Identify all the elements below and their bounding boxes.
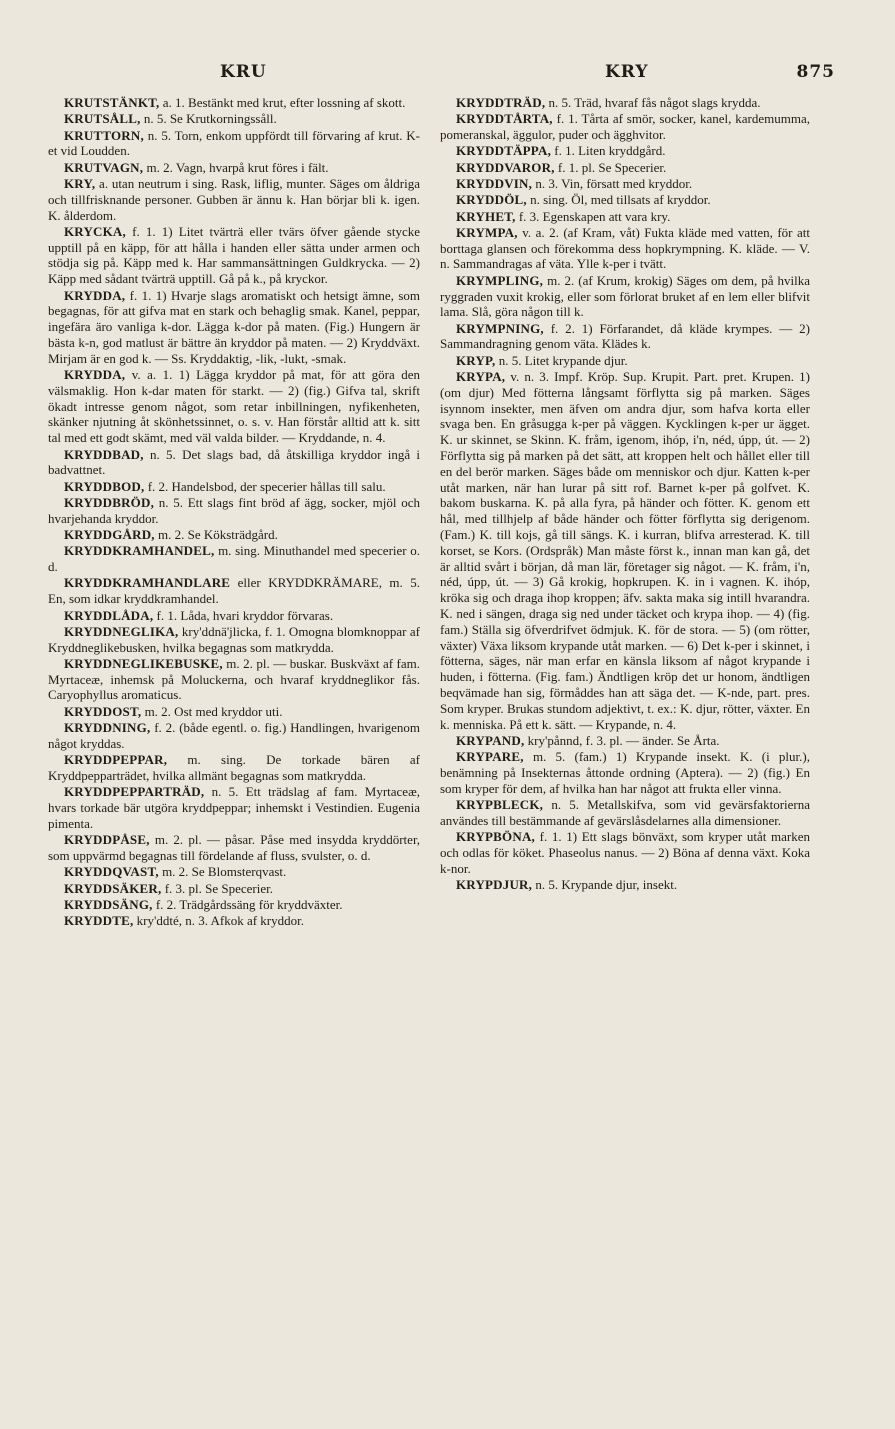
entry-definition: m. 2. Se Köksträdgård. xyxy=(154,527,278,543)
entry-definition: v. a. 2. (af Kram, våt) Fukta kläde med vatten, för att borttaga glansen och förekomma dess hopkrympning. K. kläde. — V. n. Sammandragas af väta. Ylle k-per i tvätt. xyxy=(440,224,810,272)
dictionary-entry xyxy=(48,784,420,831)
entry-definition: n. 5. Se Krutkorningssåll. xyxy=(140,111,277,127)
dictionary-entry xyxy=(48,176,420,223)
entry-headword: KRUTSTÄNKT, xyxy=(64,95,160,110)
entry-definition: v. a. 1. 1) Lägga kryddor på mat, för att göra den välsmaklig. Hon k-dar maten för starkt. — 2) (fig.) Gifva tal, skrift ökadt intresse genom något, som retar inbillningen, nyfikenheten, skänker njutning åt skönhetssinnet, o. s. v. Han förstår alltid att k. sitt tal med ett godt skämt, med väl valda bilder. — Kryddande, n. 4. xyxy=(48,367,420,446)
dictionary-entry xyxy=(440,95,810,111)
dictionary-entry xyxy=(440,797,810,829)
entry-headword: KRYDDSÄKER, xyxy=(64,880,162,896)
entry-definition: f. 1. Liten kryddgård. xyxy=(551,143,666,159)
entry-definition: n. sing. Öl, med tillsats af kryddor. xyxy=(526,192,711,208)
entry-definition: f. 3. Egenskapen att vara kry. xyxy=(515,208,671,224)
dictionary-entry xyxy=(440,111,810,143)
entry-definition: m. 2. pl. — buskar. Buskväxt af fam. Myrtaceæ, inhemsk på Moluckerna, och hvaraf kryddneglikor fås. Caryophyllus aromaticus. xyxy=(48,655,420,703)
entry-headword: KRYDDTÄPPA, xyxy=(456,143,552,159)
entry-headword: KRYPBLECK, xyxy=(456,797,544,813)
entry-headword: KRYDDQVAST, xyxy=(64,864,159,880)
entry-definition: m. 2. Se Blomsterqvast. xyxy=(158,864,287,880)
entry-headword: KRYMPLING, xyxy=(456,272,544,288)
entry-headword: KRYDDSÄNG, xyxy=(64,896,153,912)
entry-definition: f. 1. Låda, hvari kryddor förvaras. xyxy=(153,607,334,623)
dictionary-entry xyxy=(440,749,810,796)
entry-definition: m. 5. (fam.) 1) Krypande insekt. K. (i plur.), benämning på Insekternas åttonde ordning (Aptera). — 2) (fig.) En som kryper för dem, af hvilka han har något att frukta eller vinna. xyxy=(440,749,810,796)
entry-definition: n. 5. Torn, enkom uppfördt till förvaring af krut. K-et vid Loudden. xyxy=(48,127,420,159)
entry-headword: KRYDDBRÖD, xyxy=(64,494,155,510)
entry-definition: a. utan neutrum i sing. Rask, liflig, munter. Säges om åldriga och tillfrisknande personer. Gubben är ännu k. Han börjar bli k. igen. K. ålderdom. xyxy=(48,175,420,223)
dictionary-entry xyxy=(48,128,420,160)
entry-definition: n. 5. Det slags bad, då åtskilliga kryddor ingå i badvattnet. xyxy=(48,446,420,478)
entry-definition: n. 3. Vin, försatt med kryddor. xyxy=(532,175,693,191)
dictionary-entry xyxy=(440,192,810,208)
entry-headword: KRYDDPEPPARTRÄD, xyxy=(64,784,205,800)
dictionary-entry xyxy=(48,864,420,880)
dictionary-entry xyxy=(48,881,420,897)
entry-headword: KRYDDA, xyxy=(64,287,126,303)
dictionary-entry xyxy=(48,95,420,111)
entry-definition: eller KRYDDKRÄMARE, m. 5. En, som idkar kryddkramhandel. xyxy=(48,575,420,607)
entry-definition: n. 5. Träd, hvaraf fås något slags krydda. xyxy=(545,95,761,110)
dictionary-entry xyxy=(440,733,810,749)
entry-definition: f. 1. 1) Ett slags bönväxt, som kryper utåt marken och odlas för köket. Phaseolus nanus. — 2) Böna af denna växt. Koka k-nor. xyxy=(440,829,810,876)
dictionary-entry xyxy=(48,543,420,575)
page-header xyxy=(50,62,835,88)
dictionary-entry xyxy=(48,367,420,446)
dictionary-entry xyxy=(48,527,420,543)
entry-definition: f. 1. pl. Se Specerier. xyxy=(554,159,667,175)
entry-headword: KRYMPNING, xyxy=(456,320,544,336)
entry-definition: m. 2. pl. — påsar. Påse med insydda kryddörter, som uppvärmd begagnas till fördelande af fluss, svulster, o. d. xyxy=(48,832,420,863)
entry-headword: KRYPDJUR, xyxy=(456,877,533,893)
dictionary-entry xyxy=(48,624,420,656)
dictionary-entry xyxy=(440,143,810,159)
entry-headword: KRYHET, xyxy=(456,208,516,224)
entry-headword: KRYDDBOD, xyxy=(64,478,145,494)
dictionary-entry xyxy=(48,447,420,479)
entry-headword: KRYDDBAD, xyxy=(64,446,144,462)
entry-headword: KRYDDPEPPAR, xyxy=(64,752,168,768)
dictionary-entry xyxy=(48,495,420,527)
page-number: 875 xyxy=(796,62,835,82)
entry-definition: n. 5. Ett trädslag af fam. Myrtaceæ, hvars torkade bär utgöra kryddpeppar; inhemskt i Vestindien. Eugenia pimenta. xyxy=(48,784,420,831)
dictionary-entry xyxy=(48,224,420,287)
entry-definition: f. 1. 1) Hvarje slags aromatiskt och hetsigt ämne, som begagnas, för att gifva mat en stark och behaglig smak. Kanel, peppar, ingefära äro vanliga k-dor. Lägga k-dor på maten. (Fig.) Hungern är bästa k-n, god matlust är bättre än kryddor på maten. — 2) Kryddväxt. Mirjam är en god k. — Ss. Kryddaktig, -lik, -lukt, -smak. xyxy=(48,287,420,366)
entry-headword: KRYP, xyxy=(456,352,496,368)
entry-headword: KRYDDTRÄD, xyxy=(456,95,546,110)
left-column xyxy=(48,95,420,929)
entry-definition: f. 1. Tårta af smör, socker, kanel, kardemumma, pomeranskal, äggulor, puder och ägghvitor. xyxy=(440,111,810,143)
entry-headword: KRYPARE, xyxy=(456,749,524,765)
entry-headword: KRYDDVIN, xyxy=(456,175,533,191)
entry-headword: KRYDDGÅRD, xyxy=(64,527,155,543)
entry-headword: KRYMPA, xyxy=(456,224,518,240)
entry-headword: KRYDDÖL, xyxy=(456,192,527,208)
entry-headword: KRUTTORN, xyxy=(64,127,144,143)
entry-headword: KRYDDVAROR, xyxy=(456,159,555,175)
entry-headword: KRUTVAGN, xyxy=(64,159,144,175)
entry-headword: KRYDDLÅDA, xyxy=(64,607,154,623)
entry-headword: KRYDDA, xyxy=(64,367,126,383)
dictionary-entry xyxy=(440,829,810,876)
entry-definition: kry'ddté, n. 3. Afkok af kryddor. xyxy=(133,913,304,929)
entry-headword: KRYDDTE, xyxy=(64,913,134,929)
entry-definition: v. n. 3. Impf. Kröp. Sup. Krupit. Part. pret. Krupen. 1) (om djur) Med fötterna långsamt förflytta sig på marken. Säges isynnom insekter, men äfven om andra djur, som hafva korta eller svaga ben. En gråsugga k-per på väggen. Kycklingen k-per ur ägget. K. ur skinnet, se Skinn. K. fråm, igenom, ihóp, i'n, néd, úpp, út. — 2) Förflytta sig på marken på det sätt, att kroppen helt och hållet eller till en del berör marken. Säges både om menniskor och djur. Katten k-per utåt marken, när han lurar på sitt rof. Barnet k-per på golfvet. K. bakom buskarna. K. på alla fyra, på händer och fötter. K. genom ett hål, med tillhjelp af både händer och fötter förflytta sig derigenom. (Fam.) K. till kojs, gå till sängs. K. i kurran, blifva arresterad. K. till korset, se Kors. (Ordspråk) Man måste först k., innan man kan gå, det är alltid svårt i början, då man lär, företager sig något. — K. fråm, i'n, néd, úpp, út. — 3) Gå krokig, hopkrupen. K. in i vagnen. K. ihóp, kröka sig och draga ihop kroppen; äfv. sakta maka sig intill hvarandra. K. ned i sängen, draga sig ned under täcket och krypa ihop. — 4) (fig. fam.) Ställa sig öfverdrifvet ödmjuk. K. för de stora. — 5) (om rötter, växter) Växa liksom krypande utåt marken. — 6) Det k-per i skinnet, i fötterna, säges, när man erfar en känsla liksom af något krypande i huden, i fötterna. (Fig. fam.) Ändtligen kröp det ur honom, ändtligen beqvämade han sig, förmåddes han att säga det. — K-nde, part. pres. Som kryper. Brukas stundom adjektivt, t. ex.: K. djur, rötter, växter. En k. menniska. På ett k. sätt. — Krypande, n. 4. xyxy=(440,369,810,732)
entry-headword: KRYCKA, xyxy=(64,223,126,239)
entry-definition: m. 2. (af Krum, krokig) Säges om dem, på hvilka ryggraden vuxit krokig, eller som förlorat bruket af en lem eller blifvit lama. Slå, göra någon till k. xyxy=(440,272,810,320)
entry-definition: f. 1. 1) Litet tvärträ eller tvärs öfver gående stycke upptill på en käpp, för att hålla i handen eller sätta under armen och stödja sig på. Käpp med k. Har sammansättningen Guldkrycka. — 2) Käpp med sådant tvärträ upptill. Gå på k., på kryckor. xyxy=(48,223,420,287)
right-guideword: KRY xyxy=(605,62,649,82)
entry-definition: n. 5. Krypande djur, insekt. xyxy=(532,877,678,893)
entry-headword: KRYDDOST, xyxy=(64,703,142,719)
dictionary-entry xyxy=(440,321,810,353)
entry-headword: KRY, xyxy=(64,175,96,191)
entry-headword: KRYDDNEGLIKA, xyxy=(64,623,179,639)
entry-definition: kry'pånnd, f. 3. pl. — änder. Se Årta. xyxy=(524,732,720,748)
entry-definition: f. 2. (både egentl. o. fig.) Handlingen, hvarigenom något kryddas. xyxy=(48,720,420,751)
dictionary-entry xyxy=(48,832,420,864)
dictionary-entry xyxy=(48,720,420,752)
dictionary-entry xyxy=(48,752,420,784)
entry-headword: KRYDDNING, xyxy=(64,720,151,736)
left-guideword: KRU xyxy=(220,62,267,82)
entry-headword: KRYPA, xyxy=(456,369,506,385)
entry-headword: KRYDDKRAMHANDEL, xyxy=(64,543,215,559)
dictionary-entry xyxy=(48,288,420,367)
dictionary-entry xyxy=(48,608,420,624)
dictionary-entry xyxy=(440,209,810,225)
entry-definition: f. 2. 1) Förfarandet, då kläde krympes. — 2) Sammandragning genom väta. Klädes k. xyxy=(440,320,810,352)
dictionary-entry xyxy=(440,877,810,893)
entry-definition: m. 2. Ost med kryddor uti. xyxy=(141,703,283,719)
dictionary-entry xyxy=(48,897,420,913)
entry-headword: KRYDDPÅSE, xyxy=(64,832,150,848)
entry-headword: KRYPAND, xyxy=(456,732,525,748)
entry-definition: m. 2. Vagn, hvarpå krut föres i fält. xyxy=(143,159,329,175)
dictionary-entry xyxy=(48,704,420,720)
entry-definition: a. 1. Bestänkt med krut, efter lossning af skott. xyxy=(159,95,406,110)
entry-definition: n. 5. Litet krypande djur. xyxy=(495,352,628,368)
dictionary-entry xyxy=(440,225,810,272)
dictionary-entry xyxy=(48,913,420,929)
dictionary-entry xyxy=(48,479,420,495)
entry-definition: f. 2. Handelsbod, der specerier hållas till salu. xyxy=(144,478,386,494)
right-column xyxy=(440,95,810,893)
dictionary-entry xyxy=(440,369,810,732)
entry-definition: n. 5. Ett slags fint bröd af ägg, socker, mjöl och hvarjehanda kryddor. xyxy=(48,494,420,526)
dictionary-entry xyxy=(48,111,420,127)
dictionary-entry xyxy=(48,160,420,176)
entry-headword: KRUTSÅLL, xyxy=(64,111,141,127)
entry-definition: f. 2. Trädgårdssäng för kryddväxter. xyxy=(152,896,343,912)
entry-definition: f. 3. pl. Se Specerier. xyxy=(161,880,274,896)
dictionary-entry xyxy=(48,575,420,607)
dictionary-entry xyxy=(48,656,420,703)
entry-headword: KRYDDKRAMHANDLARE xyxy=(64,575,231,591)
dictionary-entry xyxy=(440,176,810,192)
entry-headword: KRYDDNEGLIKEBUSKE, xyxy=(64,655,223,671)
entry-definition: m. sing. De torkade bären af Kryddpepparträdet, hvilka allmänt begagnas som matkrydda. xyxy=(48,752,420,783)
entry-definition: m. sing. Minuthandel med specerier o. d. xyxy=(48,543,420,575)
entry-headword: KRYPBÖNA, xyxy=(456,829,535,845)
entry-definition: n. 5. Metallskifva, som vid gevärsfaktorierna användes till bestämmande af gevärslåsdelarnes alla dimensioner. xyxy=(440,797,810,828)
entry-definition: kry'ddnä'jlicka, f. 1. Omogna blomknoppar af Kryddneglikebusken, hvilka begagnas som matkrydda. xyxy=(48,623,420,655)
entry-headword: KRYDDTÅRTA, xyxy=(456,111,553,127)
dictionary-entry xyxy=(440,353,810,369)
dictionary-entry xyxy=(440,273,810,320)
dictionary-entry xyxy=(440,160,810,176)
